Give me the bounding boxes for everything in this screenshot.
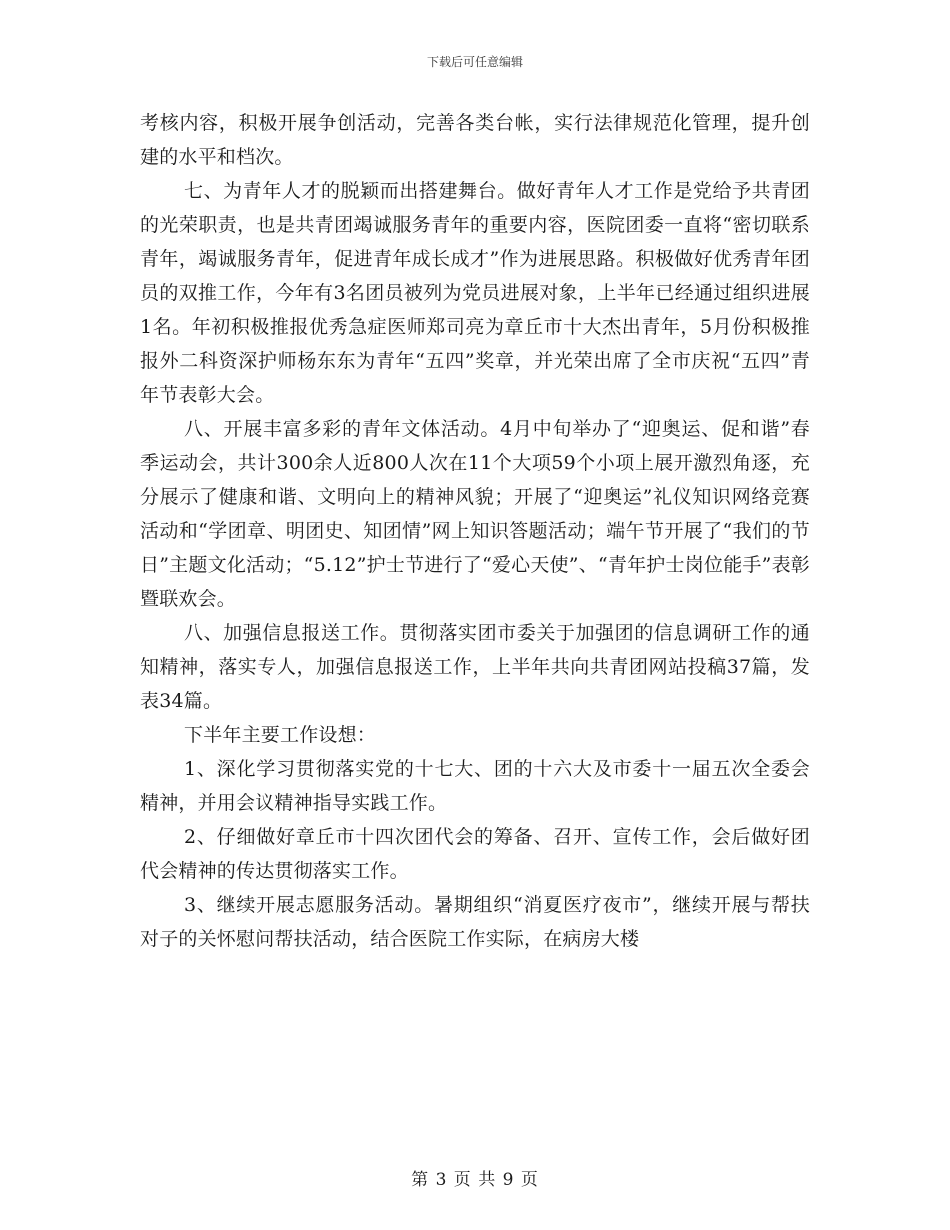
paragraph-continuation: 考核内容，积极开展争创活动，完善各类台帐，实行法律规范化管理，提升创建的水平和档次。 [140, 112, 810, 168]
paragraph-section-eight-information: 八、加强信息报送工作。贯彻落实团市委关于加强团的信息调研工作的通知精神，落实专人，加强信息报送工作，上半年共向共青团网站投稿37篇，发表34篇。 [140, 622, 810, 712]
paragraph-plan-item-3: 3、继续开展志愿服务活动。暑期组织“消夏医疗夜市”，继续开展与帮扶对子的关怀慰问帮扶活动，结合医院工作实际，在病房大楼 [140, 894, 810, 950]
page-number-footer: 第 3 页 共 9 页 [411, 1170, 539, 1190]
paragraph-section-seven: 七、为青年人才的脱颖而出搭建舞台。做好青年人才工作是党给予共青团的光荣职责，也是共青团竭诚服务青年的重要内容，医院团委一直将“密切联系青年，竭诚服务青年，促进青年成长成才”作为进展思路。积极做好优秀青年团员的双推工作，今年有3名团员被列为党员进展对象，上半年已经通过组织进展1名。年初积极推报优秀急症医师郑司亮为章丘市十大杰出青年，5月份积极推报外二科资深护师杨东东为青年“五四”奖章，并光荣出席了全市庆祝“五四”青年节表彰大会。 [140, 180, 810, 406]
paragraph-plan-item-2: 2、仔细做好章丘市十四次团代会的筹备、召开、宣传工作，会后做好团代会精神的传达贯彻落实工作。 [140, 826, 810, 882]
paragraph-plan-item-1: 1、深化学习贯彻落实党的十七大、团的十六大及市委十一届五次全委会精神，并用会议精神指导实践工作。 [140, 758, 810, 814]
paragraph-section-eight-activities: 八、开展丰富多彩的青年文体活动。4月中旬举办了“迎奥运、促和谐”春季运动会，共计300余人近800人次在11个大项59个小项上展开激烈角逐，充分展示了健康和谐、文明向上的精神风貌；开展了“迎奥运”礼仪知识网络竞赛活动和“学团章、明团史、知团情”网上知识答题活动；端午节开展了“我们的节日”主题文化活动；“5.12”护士节进行了“爱心天使”、“青年护士岗位能手”表彰暨联欢会。 [140, 418, 810, 610]
paragraph-plan-heading: 下半年主要工作设想： [184, 724, 377, 746]
page-header: 下载后可任意编辑 [426, 55, 523, 69]
document-body [140, 106, 810, 956]
